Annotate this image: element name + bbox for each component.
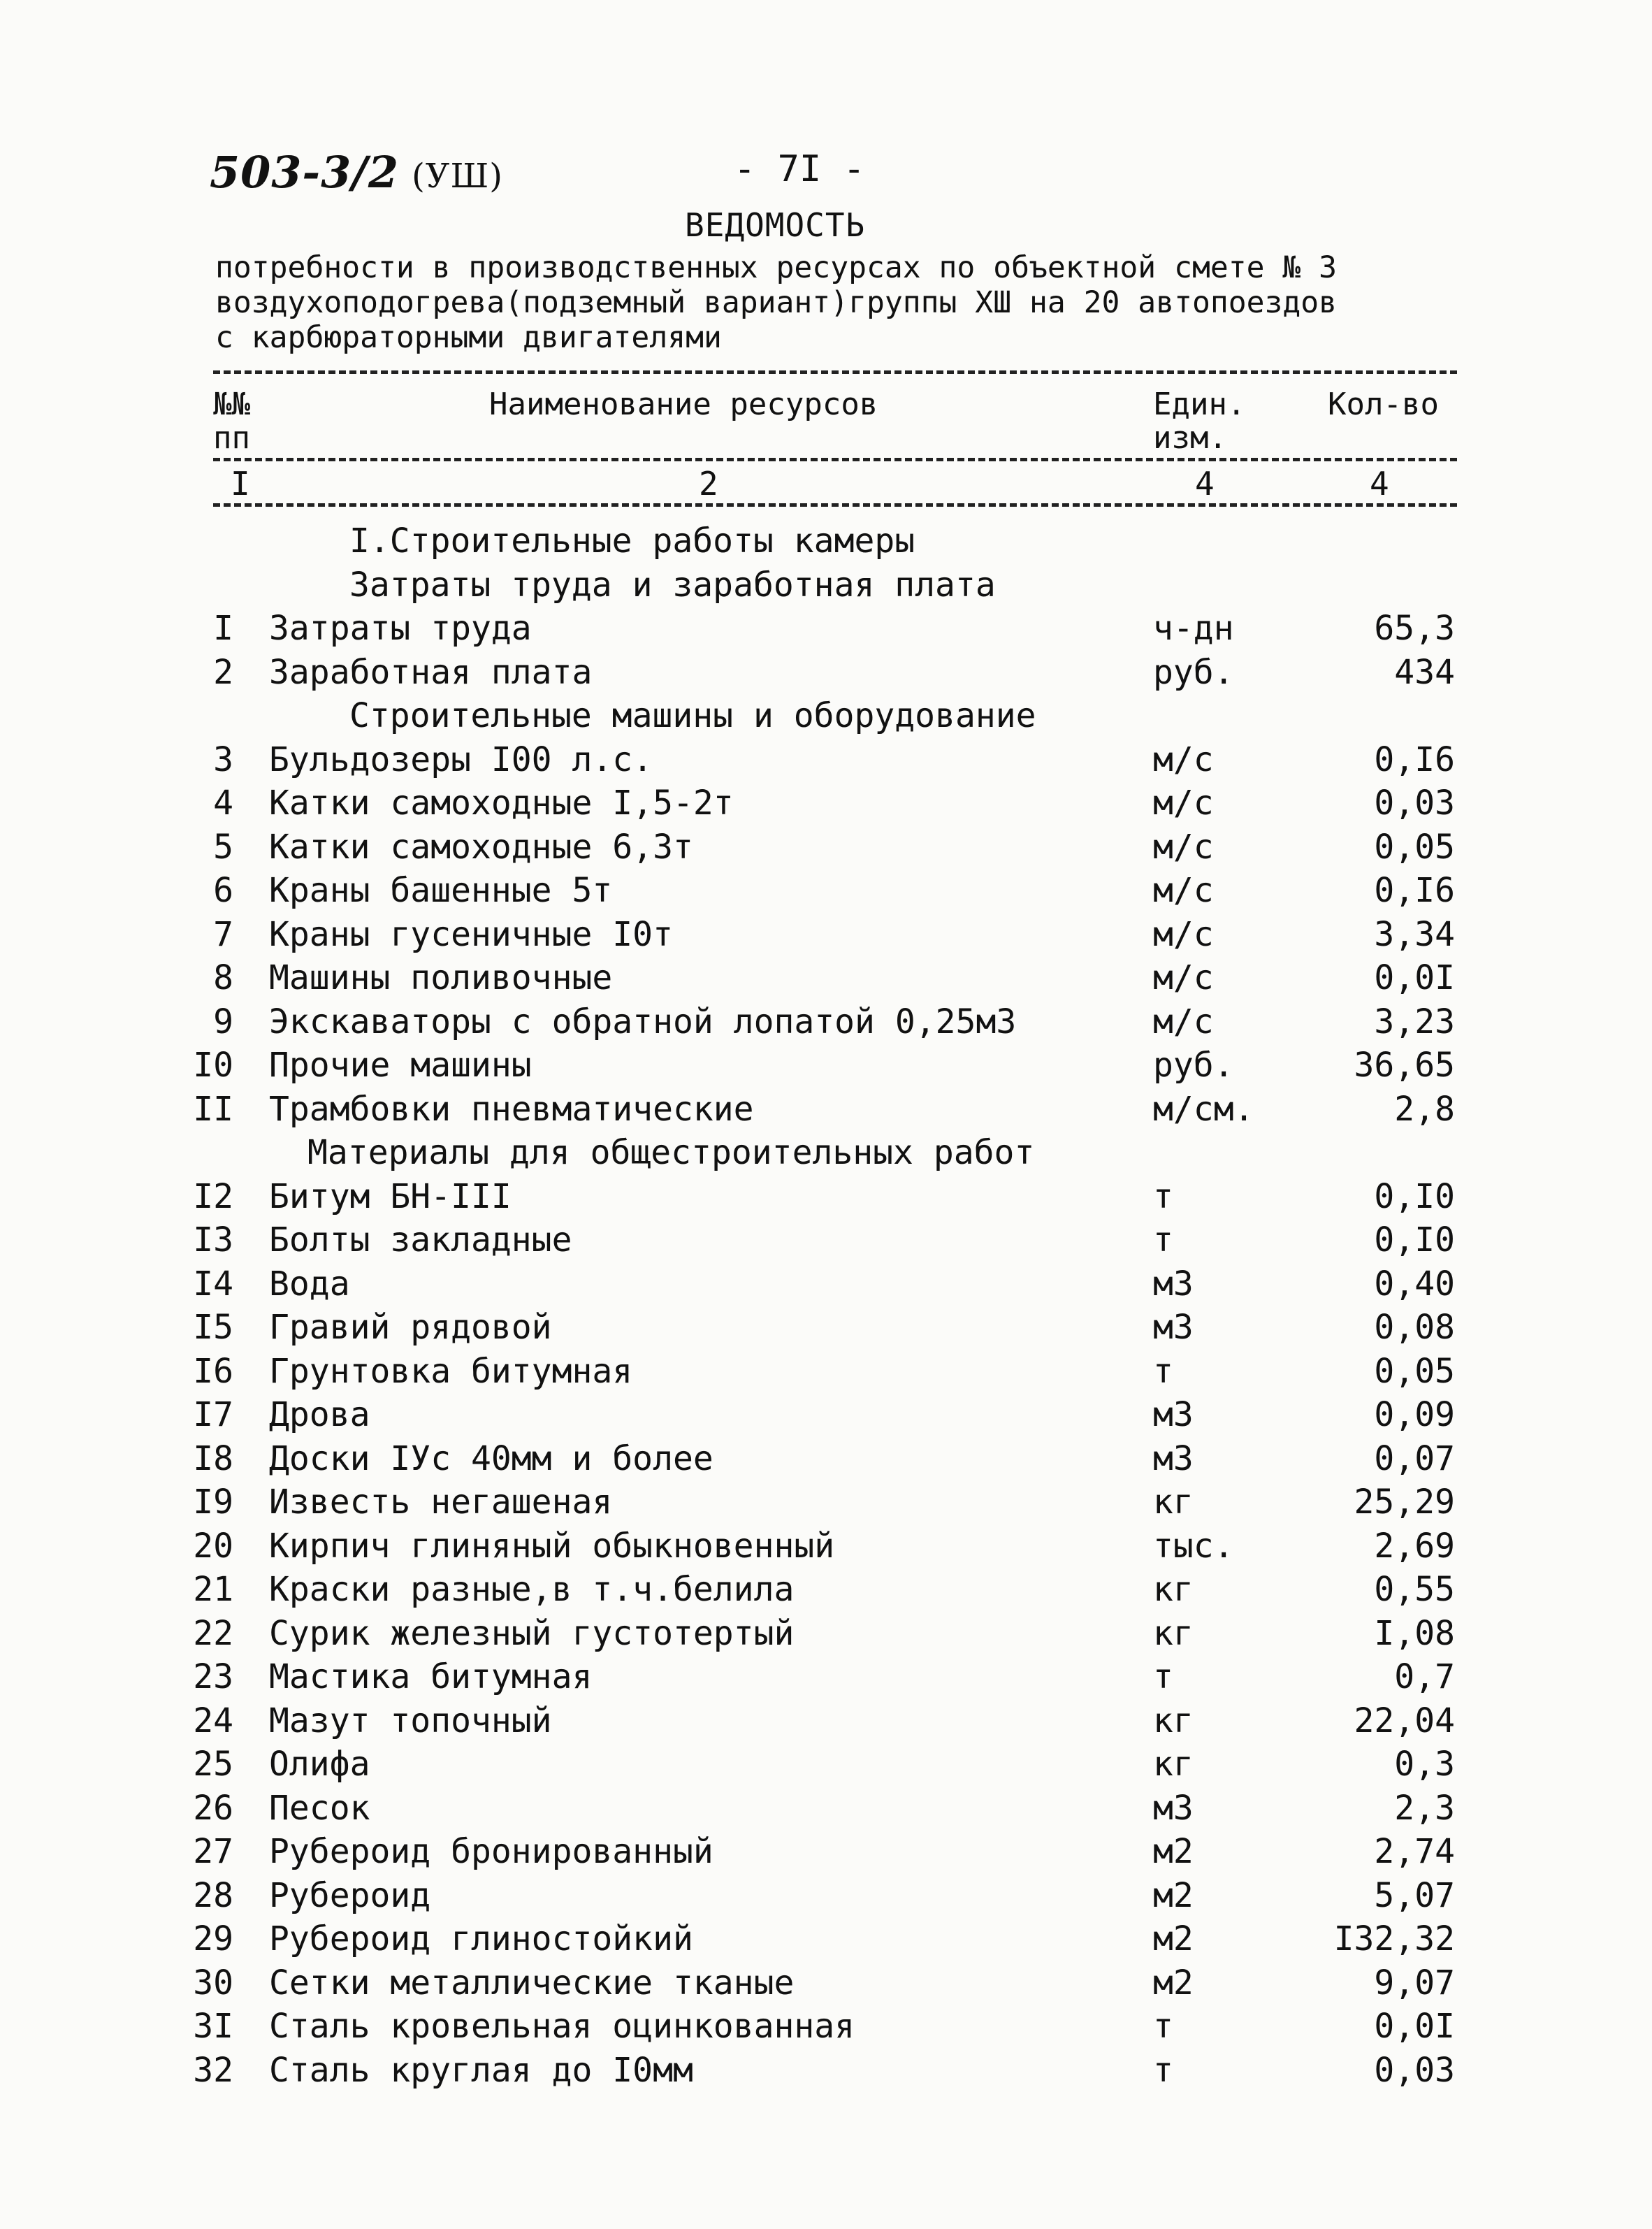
unit-of-measure: м/с <box>1153 827 1214 867</box>
table-row <box>0 1260 1652 1304</box>
resource-name: Песок <box>269 1788 370 1828</box>
resource-name: Кирпич глиняный обыкновенный <box>269 1526 835 1566</box>
quantity: 65,3 <box>1374 609 1455 648</box>
resource-name: Экскаваторы с обратной лопатой 0,25м3 <box>269 1002 1017 1041</box>
resource-name: Сурик железный густотертый <box>269 1613 795 1653</box>
table-row <box>0 736 1652 780</box>
row-number: 4 <box>213 784 233 823</box>
unit-of-measure: м3 <box>1153 1264 1194 1304</box>
resource-name: Затраты труда <box>269 609 532 648</box>
table-row <box>0 779 1652 823</box>
quantity: 0,08 <box>1374 1308 1455 1347</box>
quantity: 2,3 <box>1394 1788 1455 1828</box>
resource-name: Рубероид бронированный <box>269 1832 713 1871</box>
document-subtitle <box>215 250 1473 355</box>
resource-name: Сталь круглая до I0мм <box>269 2050 693 2090</box>
section-heading: Затраты труда и заработная плата <box>349 565 996 605</box>
quantity: 0,I0 <box>1374 1176 1455 1216</box>
table-row <box>0 911 1652 955</box>
row-number: 9 <box>213 1002 233 1041</box>
row-number: I8 <box>193 1438 233 1478</box>
unit-of-measure: м3 <box>1153 1308 1194 1347</box>
resource-name: Рубероид глиностойкий <box>269 1919 693 1959</box>
row-number: 27 <box>193 1832 233 1871</box>
table-row <box>0 605 1652 649</box>
quantity: 0,0I <box>1374 2007 1455 2046</box>
quantity: 0,40 <box>1374 1264 1455 1304</box>
section-heading-row <box>0 561 1652 605</box>
row-number: 21 <box>193 1570 233 1609</box>
table-row <box>0 954 1652 998</box>
quantity: 0,7 <box>1394 1657 1455 1696</box>
unit-of-measure: т <box>1153 1351 1173 1391</box>
row-number: 7 <box>213 914 233 954</box>
unit-of-measure: м/с <box>1153 784 1214 823</box>
unit-of-measure: тыс. <box>1153 1526 1234 1566</box>
row-number: 2 <box>213 652 233 692</box>
document-code-suffix: (УШ) <box>412 157 503 196</box>
resource-name: Гравий рядовой <box>269 1308 552 1347</box>
quantity: 2,8 <box>1394 1089 1455 1129</box>
header-number-line1: №№ <box>213 387 250 422</box>
header-rule <box>213 458 1457 461</box>
unit-of-measure: т <box>1153 2050 1173 2090</box>
table-row <box>0 1566 1652 1610</box>
table-row <box>0 1697 1652 1741</box>
row-number: 8 <box>213 958 233 997</box>
resource-name: Прочие машины <box>269 1046 532 1085</box>
resource-name: Трамбовки пневматические <box>269 1089 754 1129</box>
quantity: 0,03 <box>1374 784 1455 823</box>
table-row <box>0 1610 1652 1654</box>
resource-name: Мастика битумная <box>269 1657 593 1696</box>
table-row <box>0 1435 1652 1479</box>
quantity: 36,65 <box>1354 1046 1455 1085</box>
unit-of-measure: м/с <box>1153 871 1214 910</box>
quantity: 0,I0 <box>1374 1220 1455 1260</box>
table-row <box>0 1784 1652 1828</box>
row-number: 3 <box>213 740 233 779</box>
subtitle-line: потребности в производственных ресурсах по объектной смете № 3 <box>215 250 1338 285</box>
resource-name: Доски IУс 40мм и более <box>269 1438 713 1478</box>
row-number: I9 <box>193 1483 233 1522</box>
table-row <box>0 1872 1652 1916</box>
section-heading: Материалы для общестроительных работ <box>307 1133 1035 1172</box>
resource-name: Бульдозеры I00 л.с. <box>269 740 653 779</box>
resource-name: Краны башенные 5т <box>269 871 613 910</box>
quantity: 3,23 <box>1374 1002 1455 1041</box>
table-row <box>0 1085 1652 1130</box>
row-number: 5 <box>213 827 233 867</box>
quantity: 0,09 <box>1374 1395 1455 1434</box>
header-name: Наименование ресурсов <box>489 387 878 422</box>
unit-of-measure: т <box>1153 1220 1173 1260</box>
unit-of-measure: м3 <box>1153 1438 1194 1478</box>
row-number: I7 <box>193 1395 233 1434</box>
table-row <box>0 649 1652 693</box>
unit-of-measure: м/с <box>1153 1002 1214 1041</box>
quantity: 0,0I <box>1374 958 1455 997</box>
table-row <box>0 1653 1652 1697</box>
unit-of-measure: м/с <box>1153 740 1214 779</box>
unit-of-measure: руб. <box>1153 652 1234 692</box>
column-number: I <box>231 465 250 503</box>
row-number: II <box>193 1089 233 1129</box>
table-row <box>0 823 1652 867</box>
unit-of-measure: м/с <box>1153 914 1214 954</box>
table-row <box>0 1828 1652 1872</box>
table-row <box>0 1348 1652 1392</box>
resource-name: Болты закладные <box>269 1220 572 1260</box>
quantity: 9,07 <box>1374 1963 1455 2003</box>
quantity: 2,69 <box>1374 1526 1455 1566</box>
resource-name: Мазут топочный <box>269 1701 552 1740</box>
quantity: 0,03 <box>1374 2050 1455 2090</box>
quantity: 0,3 <box>1394 1745 1455 1784</box>
resource-name: Сетки металлические тканые <box>269 1963 795 2003</box>
column-number-rule <box>213 503 1457 507</box>
table-row <box>0 1740 1652 1784</box>
header-quantity: Кол-во <box>1328 387 1439 422</box>
row-number: 29 <box>193 1919 233 1959</box>
unit-of-measure: т <box>1153 1176 1173 1216</box>
unit-of-measure: кг <box>1153 1613 1194 1653</box>
resource-name: Олифа <box>269 1745 370 1784</box>
quantity: 25,29 <box>1354 1483 1455 1522</box>
section-heading-row <box>0 692 1652 736</box>
row-number: 20 <box>193 1526 233 1566</box>
row-number: 28 <box>193 1875 233 1915</box>
section-heading-row <box>0 1129 1652 1173</box>
quantity: 0,55 <box>1374 1570 1455 1609</box>
row-number: 25 <box>193 1745 233 1784</box>
row-number: 32 <box>193 2050 233 2090</box>
table-row <box>0 2047 1652 2091</box>
header-unit-line1: Един. <box>1153 387 1246 422</box>
header-unit <box>1153 388 1245 455</box>
resource-name: Грунтовка битумная <box>269 1351 633 1391</box>
row-number: 22 <box>193 1613 233 1653</box>
table-row <box>0 1216 1652 1260</box>
quantity: 0,05 <box>1374 827 1455 867</box>
document-title: ВЕДОМОСТЬ <box>685 206 866 244</box>
quantity: 2,74 <box>1374 1832 1455 1871</box>
resource-name: Сталь кровельная оцинкованная <box>269 2007 855 2046</box>
table-row <box>0 1304 1652 1348</box>
resource-name: Рубероид <box>269 1875 431 1915</box>
table-row <box>0 867 1652 911</box>
subtitle-line: воздухоподогрева(подземный вариант)группы ХШ на 20 автопоездов <box>215 285 1338 320</box>
table-row <box>0 2003 1652 2047</box>
unit-of-measure: руб. <box>1153 1046 1234 1085</box>
resource-name: Известь негашеная <box>269 1483 613 1522</box>
row-number: 23 <box>193 1657 233 1696</box>
unit-of-measure: кг <box>1153 1701 1194 1740</box>
unit-of-measure: кг <box>1153 1570 1194 1609</box>
section-heading-row <box>0 517 1652 561</box>
resource-name: Заработная плата <box>269 652 593 692</box>
unit-of-measure: т <box>1153 2007 1173 2046</box>
row-number: I2 <box>193 1176 233 1216</box>
section-heading: I.Строительные работы камеры <box>349 521 915 561</box>
row-number: I <box>213 609 233 648</box>
row-number: I6 <box>193 1351 233 1391</box>
resource-name: Катки самоходные I,5-2т <box>269 784 734 823</box>
table-row <box>0 1959 1652 2003</box>
quantity: 22,04 <box>1354 1701 1455 1740</box>
row-number: I4 <box>193 1264 233 1304</box>
quantity: I32,32 <box>1333 1919 1455 1959</box>
row-number: I5 <box>193 1308 233 1347</box>
unit-of-measure: кг <box>1153 1745 1194 1784</box>
resource-name: Краски разные,в т.ч.белила <box>269 1570 795 1609</box>
row-number: 30 <box>193 1963 233 2003</box>
row-number: 6 <box>213 871 233 910</box>
column-number: 4 <box>1195 465 1215 503</box>
quantity: I,08 <box>1374 1613 1455 1653</box>
table-row <box>0 998 1652 1042</box>
column-number: 4 <box>1370 465 1389 503</box>
unit-of-measure: м2 <box>1153 1963 1194 2003</box>
resource-name: Катки самоходные 6,3т <box>269 827 693 867</box>
quantity: 0,I6 <box>1374 740 1455 779</box>
resource-name: Вода <box>269 1264 350 1304</box>
column-number: 2 <box>699 465 718 503</box>
resource-name: Машины поливочные <box>269 958 613 997</box>
quantity: 3,34 <box>1374 914 1455 954</box>
table-row <box>0 1478 1652 1522</box>
unit-of-measure: м3 <box>1153 1395 1194 1434</box>
resource-name: Дрова <box>269 1395 370 1434</box>
row-number: 24 <box>193 1701 233 1740</box>
page-number: - 7I - <box>734 148 865 190</box>
unit-of-measure: м2 <box>1153 1919 1194 1959</box>
table-row <box>0 1173 1652 1217</box>
table-row <box>0 1041 1652 1085</box>
resource-name: Битум БН-III <box>269 1176 512 1216</box>
section-heading: Строительные машины и оборудование <box>349 696 1036 735</box>
document-code <box>210 147 503 198</box>
table-top-rule <box>213 370 1457 374</box>
resource-name: Краны гусеничные I0т <box>269 914 673 954</box>
subtitle-line: с карбюраторными двигателями <box>215 320 722 355</box>
unit-of-measure: м2 <box>1153 1875 1194 1915</box>
row-number: 3I <box>193 2007 233 2046</box>
quantity: 5,07 <box>1374 1875 1455 1915</box>
resource-table <box>0 517 1652 2090</box>
unit-of-measure: м/с <box>1153 958 1214 997</box>
unit-of-measure: м/см. <box>1153 1089 1254 1129</box>
row-number: I0 <box>193 1046 233 1085</box>
row-number: I3 <box>193 1220 233 1260</box>
table-row <box>0 1915 1652 1959</box>
header-unit-line2: изм. <box>1153 420 1227 456</box>
quantity: 0,05 <box>1374 1351 1455 1391</box>
unit-of-measure: кг <box>1153 1483 1194 1522</box>
row-number: 26 <box>193 1788 233 1828</box>
unit-of-measure: т <box>1153 1657 1173 1696</box>
document-code-number: 503-3/2 <box>210 147 400 198</box>
table-row <box>0 1522 1652 1566</box>
quantity: 434 <box>1394 652 1455 692</box>
quantity: 0,I6 <box>1374 871 1455 910</box>
unit-of-measure: м2 <box>1153 1832 1194 1871</box>
unit-of-measure: м3 <box>1153 1788 1194 1828</box>
header-number-line2: пп <box>213 420 250 456</box>
header-number <box>213 388 250 455</box>
table-row <box>0 1391 1652 1435</box>
quantity: 0,07 <box>1374 1438 1455 1478</box>
unit-of-measure: ч-дн <box>1153 609 1234 648</box>
